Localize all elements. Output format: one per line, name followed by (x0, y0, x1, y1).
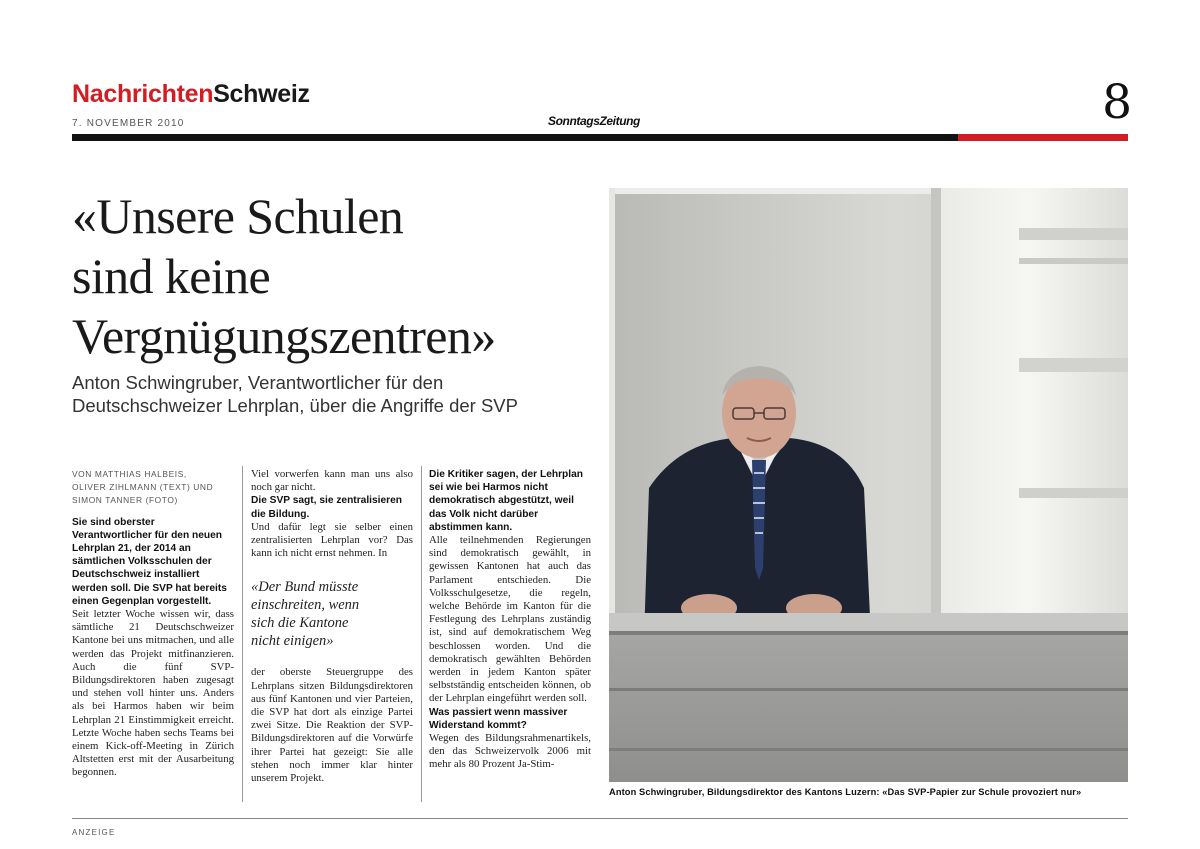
interview-question: Was passiert wenn massiver Widerstand kommt? (429, 706, 568, 731)
portrait-photo (609, 188, 1128, 782)
header-rule-red (958, 134, 1128, 141)
headline-line: «Unsere Schulen (72, 188, 404, 244)
interview-question: Die Kritiker sagen, der Lehrplan sei wie bei Harmos nicht demokratisch abgestützt, weil das Volk nicht darüber abstimmen kann. (429, 469, 583, 533)
header-rule-black (72, 134, 958, 141)
headline-line: sind keine (72, 248, 271, 304)
column-divider (421, 466, 422, 802)
article-column-1 (72, 468, 234, 780)
newspaper-name: SonntagsZeitung (548, 114, 640, 128)
interview-question: Die SVP sagt, sie zentralisieren die Bildung. (251, 495, 402, 520)
interview-answer: Seit letzter Woche wissen wir, dass sämtliche 21 Deutschschweizer Kantone bei uns mitmachen, und alle werden das Projekt mitfinanzieren. Auch die fünf SVP-Bildungsdirektoren haben zugesagt und stehen voll hinter uns. Anders als bei Harmos haben wir beim Lehrplan 21 Einstimmigkeit erreicht. Letzte Woche haben sechs Teams bei einem Kick-off-Meeting in Zürich Altstetten erst mit der Ausarbeitung begonnen. (72, 608, 234, 779)
photo-caption: Anton Schwingruber, Bildungsdirektor des Kantons Luzern: «Das SVP-Papier zur Schule provoziert nur» (609, 787, 1082, 797)
article-column-3 (429, 468, 591, 772)
subheadline-line: Anton Schwingruber, Verantwortlicher für den (72, 372, 444, 393)
section-title-red: Nachrichten (72, 80, 214, 108)
issue-date: 7. NOVEMBER 2010 (72, 118, 185, 129)
interview-answer: Wegen des Bildungsrahmenartikels, den das Schweizervolk 2006 mit mehr als 80 Prozent Ja-Stim- (429, 732, 591, 771)
pull-quote (251, 578, 413, 650)
byline-line: VON MATTHIAS HALBEIS, (72, 469, 187, 479)
column-divider (242, 466, 243, 802)
article-column-2 (251, 468, 413, 785)
pull-quote-line: «Der Bund müsste (251, 579, 359, 596)
headline (72, 186, 612, 366)
page-number: 8 (1102, 75, 1132, 130)
interview-answer: Viel vorwerfen kann man uns also noch gar nicht. (251, 468, 413, 494)
byline (72, 468, 234, 508)
section-title (72, 79, 310, 109)
interview-answer: der oberste Steuergruppe des Lehrplans sitzen Bildungsdirektoren aus fünf Kantonen und vier Parteien, die SVP hat dort als einzige Partei zwei Sitze. Die Reaktion der SVP-Bildungsdirektoren auf die Vorwürfe ihrer Partei hat gezeigt: Sie alle stehen noch immer klar hinter unserem Projekt. (251, 666, 413, 785)
headline-line: Vergnügungszentren» (72, 308, 496, 364)
footer-rule (72, 818, 1128, 819)
pull-quote-line: nicht einigen» (251, 633, 334, 650)
interview-answer: Alle teilnehmenden Regierungen sind demokratisch gewählt, in gewissen Kantonen hat auch das Parlament entschieden. Die Volksschulgesetze, die regeln, welche Behörde im Kanton für die Festlegung des Lehrplans zuständig ist, sind auf demokratischem Weg beschlossen worden. Und die demokratisch gewählten Behörden werden in jedem Kanton später selbstständig entscheiden können, ob der Lehrplan eingeführt werden soll. (429, 534, 591, 705)
pull-quote-line: einschreiten, wenn (251, 597, 360, 614)
byline-line: OLIVER ZIHLMANN (TEXT) UND (72, 482, 214, 493)
section-title-dark: Schweiz (213, 80, 310, 108)
pull-quote-line: sich die Kantone (251, 615, 349, 632)
subheadline-line: Deutschschweizer Lehrplan, über die Angriffe der SVP (72, 395, 518, 416)
portrait-illustration (609, 188, 1128, 782)
advertisement-label: ANZEIGE (72, 828, 116, 837)
interview-answer: Und dafür legt sie selber einen zentralisierten Lehrplan vor? Das kann ich nicht ernst nehmen. In (251, 520, 413, 560)
byline-line: SIMON TANNER (FOTO) (72, 495, 178, 506)
interview-question: Sie sind oberster Verantwortlicher für den neuen Lehrplan 21, der 2014 an sämtlichen Volksschulen der Deutschschweiz installiert werden soll. Die SVP hat bereits einen Gegenplan vorgestellt. (72, 516, 227, 607)
subheadline (72, 371, 597, 417)
